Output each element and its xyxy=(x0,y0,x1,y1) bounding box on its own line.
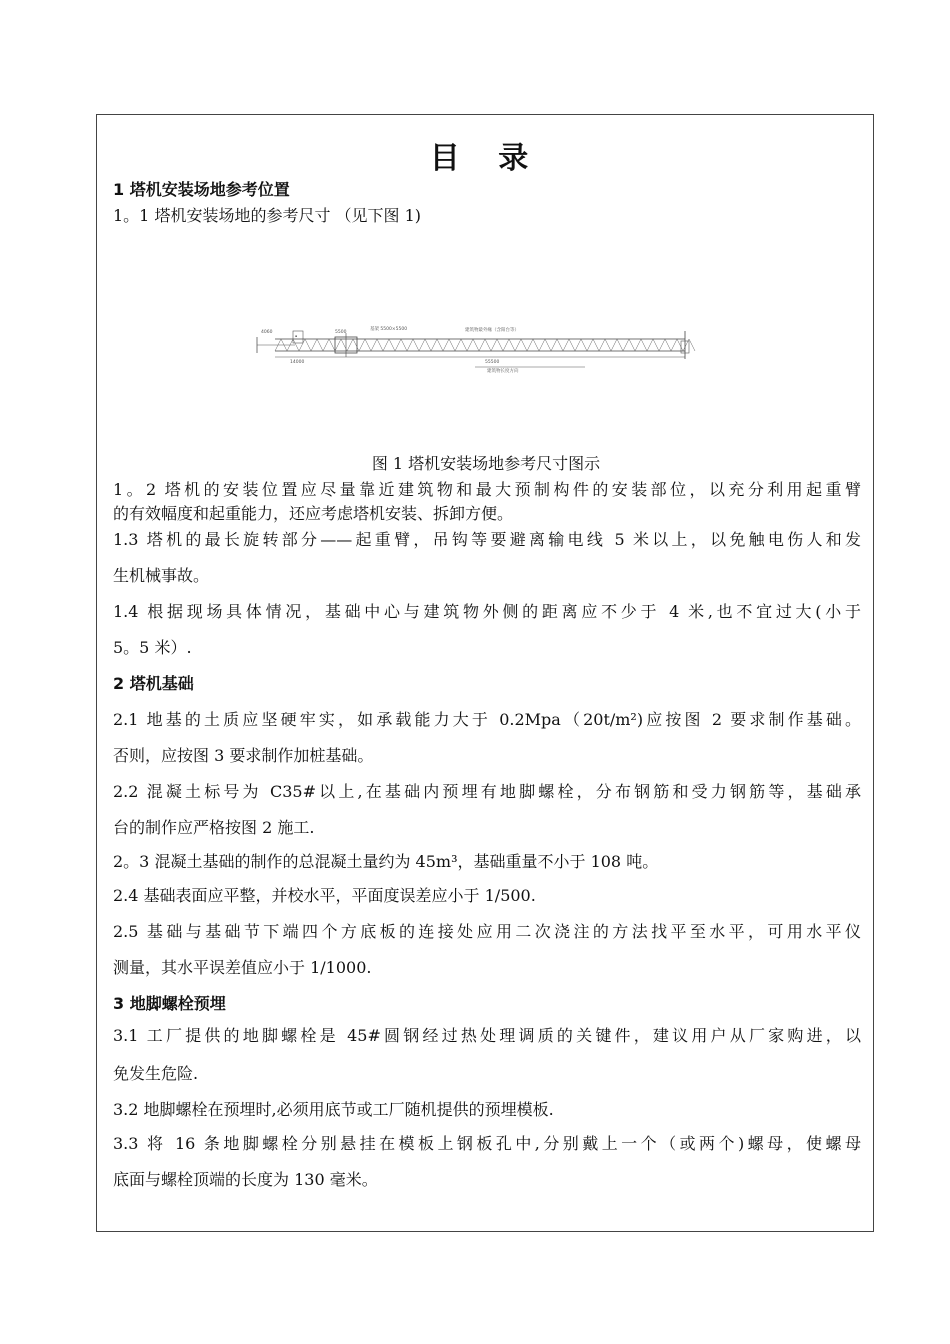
figure-label-left: 4060 xyxy=(261,330,273,335)
section-2-heading: 2 塔机基础 xyxy=(113,674,194,693)
figure-caption: 图 1 塔机安装场地参考尺寸图示 xyxy=(371,454,601,473)
truss-member xyxy=(575,339,581,351)
truss-member xyxy=(623,339,629,351)
truss-member xyxy=(479,339,485,351)
truss-member xyxy=(335,339,341,351)
truss-member xyxy=(563,339,569,351)
truss-member xyxy=(629,339,635,351)
section-1-heading: 1 塔机安装场地参考位置 xyxy=(113,180,290,199)
paragraph-3-1-line2: 免发生危险. xyxy=(113,1064,199,1083)
truss-member xyxy=(491,339,497,351)
paragraph-2-4: 2.4 基础表面应平整，并校水平，平面度误差应小于 1/500. xyxy=(113,886,536,905)
truss-member xyxy=(389,339,395,351)
truss-member xyxy=(419,339,425,351)
truss-member xyxy=(377,339,383,351)
truss-member xyxy=(413,339,419,351)
paragraph-3-3-line1: 3.3 将 16 条地脚螺栓分别悬挂在模板上钢板孔中,分别戴上一个（或两个)螺母，使螺母 xyxy=(113,1134,861,1153)
page-title: 目 录 xyxy=(429,141,543,176)
truss-member xyxy=(641,339,647,351)
truss-member xyxy=(305,339,311,351)
figure-label-bottom-right: 55500 xyxy=(485,360,500,365)
truss-member xyxy=(347,339,353,351)
site-layout-figure xyxy=(255,323,705,373)
paragraph-1-3-line2: 生机械事故。 xyxy=(113,566,210,585)
truss-member xyxy=(509,339,515,351)
paragraph-1-2-line2: 的有效幅度和起重能力，还应考虑塔机安装、拆卸方便。 xyxy=(113,504,514,523)
truss-member xyxy=(671,339,677,351)
truss-member xyxy=(551,339,557,351)
truss-member xyxy=(521,339,527,351)
paragraph-2-3: 2。3 混凝土基础的制作的总混凝土量约为 45m³，基础重量不小于 108 吨。 xyxy=(113,852,659,871)
svg-text:▪: ▪ xyxy=(295,334,298,338)
truss-member xyxy=(395,339,401,351)
truss-member xyxy=(659,339,665,351)
truss-member xyxy=(611,339,617,351)
paragraph-1-4-line2: 5。5 米）. xyxy=(113,638,192,657)
paragraph-3-3-line2: 底面与螺栓顶端的长度为 130 毫米。 xyxy=(113,1170,378,1189)
truss-member xyxy=(425,339,431,351)
truss-member xyxy=(689,339,695,351)
truss-member xyxy=(299,339,305,351)
truss-member xyxy=(605,339,611,351)
truss-member xyxy=(599,339,605,351)
truss-member xyxy=(557,339,563,351)
paragraph-2-5-line2: 测量，其水平误差值应小于 1/1000. xyxy=(113,958,372,977)
document-frame xyxy=(96,114,874,1232)
truss-member xyxy=(581,339,587,351)
truss-member xyxy=(407,339,413,351)
truss-member xyxy=(533,339,539,351)
truss-member xyxy=(455,339,461,351)
truss-member xyxy=(401,339,407,351)
paragraph-2-5-line1: 2.5 基础与基础节下端四个方底板的连接处应用二次浇注的方法找平至水平，可用水平仪 xyxy=(113,922,861,941)
truss-member xyxy=(569,339,575,351)
truss-member xyxy=(527,339,533,351)
truss-member xyxy=(329,339,335,351)
truss-member xyxy=(635,339,641,351)
figure-label-mid: 基架 5500×5500 xyxy=(370,327,408,332)
truss-member xyxy=(515,339,521,351)
paragraph-2-2-line1: 2.2 混凝土标号为 C35#以上,在基础内预埋有地脚螺栓，分布钢筋和受力钢筋等，基础承 xyxy=(113,782,861,801)
figure-label-bottom-left: 14000 xyxy=(290,360,305,365)
paragraph-2-1-line2: 否则，应按图 3 要求制作加桩基础。 xyxy=(113,746,374,765)
truss-member xyxy=(653,339,659,351)
paragraph-1-1: 1。1 塔机安装场地的参考尺寸 （见下图 1) xyxy=(113,206,422,225)
paragraph-1-3-line1: 1.3 塔机的最长旋转部分——起重臂，吊钩等要避离输电线 5 米以上，以免触电伤人和发 xyxy=(113,530,861,549)
figure-label-right: 建筑物最外缘（含阳台等） xyxy=(465,328,519,333)
figure-label-direction: 建筑物长度方向 xyxy=(487,369,519,373)
truss-member xyxy=(317,339,323,351)
truss-member xyxy=(593,339,599,351)
truss-member xyxy=(665,339,671,351)
paragraph-2-2-line2: 台的制作应严格按图 2 施工. xyxy=(113,818,315,837)
truss-member xyxy=(539,339,545,351)
truss-member xyxy=(485,339,491,351)
truss-member xyxy=(467,339,473,351)
truss-member xyxy=(353,339,359,351)
truss-member xyxy=(617,339,623,351)
truss-member xyxy=(545,339,551,351)
truss-member xyxy=(587,339,593,351)
paragraph-1-4-line1: 1.4 根据现场具体情况，基础中心与建筑物外侧的距离应不少于 4 米,也不宜过大(小于 xyxy=(113,602,861,621)
section-3-heading: 3 地脚螺栓预埋 xyxy=(113,994,226,1013)
truss-member xyxy=(497,339,503,351)
truss-member xyxy=(359,339,365,351)
truss-member xyxy=(449,339,455,351)
truss-member xyxy=(461,339,467,351)
figure-label-mid-small: 5500 xyxy=(335,330,347,335)
paragraph-2-1-line1: 2.1 地基的土质应坚硬牢实，如承载能力大于 0.2Mpa（20t/m²)应按图 2 要求制作基础。 xyxy=(113,710,861,729)
paragraph-1-2-line1: 1。2 塔机的安装位置应尽量靠近建筑物和最大预制构件的安装部位，以充分利用起重臂 xyxy=(113,480,861,499)
truss-member xyxy=(311,339,317,351)
truss-member xyxy=(443,339,449,351)
truss-member xyxy=(383,339,389,351)
paragraph-3-2: 3.2 地脚螺栓在预埋时,必须用底节或工厂随机提供的预埋模板. xyxy=(113,1100,554,1119)
truss-member xyxy=(473,339,479,351)
truss-member xyxy=(647,339,653,351)
paragraph-3-1-line1: 3.1 工厂提供的地脚螺栓是 45#圆钢经过热处理调质的关键件，建议用户从厂家购进，以 xyxy=(113,1026,861,1045)
truss-member xyxy=(365,339,371,351)
truss-member xyxy=(437,339,443,351)
truss-member xyxy=(431,339,437,351)
truss-member xyxy=(323,339,329,351)
truss-member xyxy=(371,339,377,351)
truss-member xyxy=(503,339,509,351)
